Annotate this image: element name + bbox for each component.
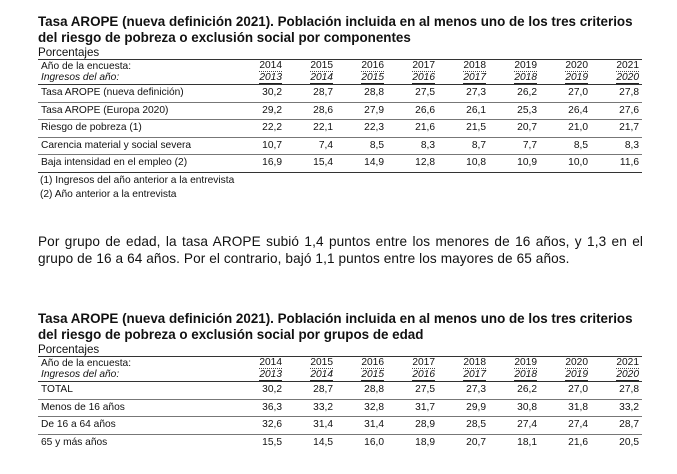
table-cell: 21,5 xyxy=(438,120,489,138)
row-label: Tasa AROPE (nueva definición) xyxy=(41,87,184,98)
header-cell-income-year xyxy=(591,72,642,85)
income-year: 2016 xyxy=(412,369,435,380)
footnote: (2) Año anterior a la entrevista xyxy=(40,188,177,200)
survey-year: 2018 xyxy=(463,60,486,71)
table-cell: 7,4 xyxy=(285,137,336,155)
table-cell: 27,6 xyxy=(591,102,642,120)
table-cell: 25,3 xyxy=(489,102,540,120)
survey-year: 2015 xyxy=(310,357,333,368)
header-cell-survey-year xyxy=(591,60,642,73)
header-cell-income-year xyxy=(591,369,642,382)
header-cell-survey-year xyxy=(540,357,591,370)
table-cell: 16,9 xyxy=(234,155,285,173)
survey-year: 2016 xyxy=(361,357,384,368)
survey-year: 2021 xyxy=(616,357,639,368)
header-cell-survey-year xyxy=(285,60,336,73)
header-cell-survey-year xyxy=(387,60,438,73)
income-year: 2015 xyxy=(361,72,384,83)
table-row xyxy=(38,120,642,138)
table-cell: 21,6 xyxy=(387,120,438,138)
header-cell-survey-year xyxy=(540,60,591,73)
table-cell: 16,0 xyxy=(336,434,387,451)
table-cell: 28,6 xyxy=(285,102,336,120)
income-year: 2019 xyxy=(565,72,588,83)
table-cell: 30,8 xyxy=(489,399,540,417)
header-row-income-year xyxy=(38,72,642,85)
header-cell-income-year xyxy=(438,369,489,382)
table-section-age-groups xyxy=(38,311,643,451)
header-cell-survey-year xyxy=(489,60,540,73)
data-table-components xyxy=(38,59,642,173)
income-year: 2017 xyxy=(463,369,486,380)
table-cell: 30,2 xyxy=(262,87,282,98)
table-section-components xyxy=(38,14,643,202)
table-cell: 31,7 xyxy=(387,399,438,417)
data-table-age-groups xyxy=(38,356,642,451)
body-paragraph: Por grupo de edad, la tasa AROPE subió 1,4 puntos entre los menores de 16 años, y 1,3 en el grupo de 16 a 64 años. Por el contrario, bajó 1,1 puntos entre los mayores de 65 años. xyxy=(38,234,643,266)
row-label: 65 y más años xyxy=(38,434,234,451)
row-label: Baja intensidad en el empleo (2) xyxy=(38,155,234,173)
table-row xyxy=(38,102,642,120)
row-label: Menos de 16 años xyxy=(38,399,234,417)
income-year: 2013 xyxy=(259,72,282,83)
table-cell: 22,2 xyxy=(234,120,285,138)
table-cell: 29,9 xyxy=(438,399,489,417)
table-cell: 27,8 xyxy=(619,87,639,98)
table-cell: 28,7 xyxy=(313,384,333,395)
row-label: De 16 a 64 años xyxy=(38,417,234,435)
table-cell: 12,8 xyxy=(387,155,438,173)
row-label: Carencia material y social severa xyxy=(38,137,234,155)
income-year: 2014 xyxy=(310,369,333,380)
income-year: 2018 xyxy=(514,72,537,83)
survey-year: 2016 xyxy=(361,60,384,71)
table-cell: 10,0 xyxy=(540,155,591,173)
table-cell: 10,9 xyxy=(489,155,540,173)
table-cell: 28,8 xyxy=(364,384,384,395)
header-cell-income-year xyxy=(540,72,591,85)
table-row xyxy=(38,434,642,451)
table-unit: Porcentajes xyxy=(38,343,100,356)
header-cell-income-year xyxy=(438,72,489,85)
table-cell: 15,4 xyxy=(285,155,336,173)
table-row xyxy=(38,137,642,155)
table-cell: 32,8 xyxy=(336,399,387,417)
table-cell: 20,7 xyxy=(438,434,489,451)
table-cell: 8,5 xyxy=(540,137,591,155)
table-cell: 26,2 xyxy=(517,87,537,98)
table-cell: 26,4 xyxy=(540,102,591,120)
header-label-survey-year: Año de la encuesta: xyxy=(41,60,132,72)
header-label-income-year: Ingresos del año: xyxy=(38,369,234,382)
table-cell: 26,1 xyxy=(438,102,489,120)
header-cell-survey-year xyxy=(387,357,438,370)
header-cell-survey-year xyxy=(336,357,387,370)
table-notes xyxy=(38,174,643,202)
table-cell: 27,4 xyxy=(540,417,591,435)
header-cell-income-year xyxy=(234,369,285,382)
header-cell-survey-year xyxy=(489,357,540,370)
income-year: 2015 xyxy=(361,369,384,380)
survey-year: 2014 xyxy=(259,357,282,368)
header-cell-income-year xyxy=(489,369,540,382)
row-label: TOTAL xyxy=(41,384,73,395)
header-cell-income-year xyxy=(336,369,387,382)
header-cell-survey-year xyxy=(234,357,285,370)
survey-year: 2020 xyxy=(565,60,588,71)
survey-year: 2019 xyxy=(514,60,537,71)
table-cell: 10,7 xyxy=(234,137,285,155)
survey-year: 2014 xyxy=(259,60,282,71)
table-cell: 27,0 xyxy=(568,384,588,395)
table-cell: 28,8 xyxy=(364,87,384,98)
table-row xyxy=(38,382,642,400)
table-cell: 8,3 xyxy=(387,137,438,155)
survey-year: 2021 xyxy=(616,60,639,71)
survey-year: 2015 xyxy=(310,60,333,71)
table-cell: 27,4 xyxy=(489,417,540,435)
table-cell: 20,5 xyxy=(591,434,642,451)
income-year: 2017 xyxy=(463,72,486,83)
table-cell: 20,7 xyxy=(489,120,540,138)
table-row xyxy=(38,417,642,435)
table-cell: 28,7 xyxy=(591,417,642,435)
header-row-survey-year xyxy=(38,357,642,370)
table-cell: 22,3 xyxy=(336,120,387,138)
table-row xyxy=(38,155,642,173)
table-cell: 36,3 xyxy=(234,399,285,417)
table-cell: 10,8 xyxy=(438,155,489,173)
header-cell-income-year xyxy=(540,369,591,382)
table-cell: 7,7 xyxy=(489,137,540,155)
table-title: Tasa AROPE (nueva definición 2021). Población incluida en al menos uno de los tres criterios del riesgo de pobreza o exclusión social por componentes xyxy=(38,14,633,45)
table-cell: 8,3 xyxy=(591,137,642,155)
table-cell: 27,9 xyxy=(336,102,387,120)
survey-year: 2017 xyxy=(412,357,435,368)
table-cell: 27,3 xyxy=(466,384,486,395)
header-label-survey-year: Año de la encuesta: xyxy=(41,357,132,369)
table-cell: 18,1 xyxy=(489,434,540,451)
table-cell: 28,9 xyxy=(387,417,438,435)
header-cell-survey-year xyxy=(591,357,642,370)
survey-year: 2017 xyxy=(412,60,435,71)
survey-year: 2019 xyxy=(514,357,537,368)
table-row xyxy=(38,399,642,417)
survey-year: 2020 xyxy=(565,357,588,368)
table-cell: 26,6 xyxy=(387,102,438,120)
header-row-survey-year xyxy=(38,60,642,73)
header-cell-income-year xyxy=(387,72,438,85)
table-cell: 32,6 xyxy=(234,417,285,435)
table-cell: 21,7 xyxy=(591,120,642,138)
survey-year: 2018 xyxy=(463,357,486,368)
table-cell: 29,2 xyxy=(234,102,285,120)
table-cell: 27,3 xyxy=(466,87,486,98)
income-year: 2013 xyxy=(259,369,282,380)
income-year: 2018 xyxy=(514,369,537,380)
table-cell: 11,6 xyxy=(591,155,642,173)
header-cell-income-year xyxy=(489,72,540,85)
header-label-income-year: Ingresos del año: xyxy=(38,72,234,85)
header-cell-income-year xyxy=(234,72,285,85)
row-label: Tasa AROPE (Europa 2020) xyxy=(38,102,234,120)
table-cell: 8,7 xyxy=(438,137,489,155)
table-cell: 8,5 xyxy=(336,137,387,155)
header-cell-survey-year xyxy=(438,60,489,73)
table-cell: 28,5 xyxy=(438,417,489,435)
table-cell: 18,9 xyxy=(387,434,438,451)
table-cell: 27,0 xyxy=(568,87,588,98)
header-cell-income-year xyxy=(285,72,336,85)
income-year: 2014 xyxy=(310,72,333,83)
table-cell: 22,1 xyxy=(285,120,336,138)
table-cell: 30,2 xyxy=(262,384,282,395)
table-cell: 21,6 xyxy=(540,434,591,451)
header-row-income-year xyxy=(38,369,642,382)
table-cell: 28,7 xyxy=(313,87,333,98)
table-title: Tasa AROPE (nueva definición 2021). Población incluida en al menos uno de los tres criterios del riesgo de pobreza o exclusión social por grupos de edad xyxy=(38,311,633,342)
footnote: (1) Ingresos del año anterior a la entrevista xyxy=(40,174,235,186)
table-cell: 27,5 xyxy=(415,384,435,395)
header-cell-survey-year xyxy=(336,60,387,73)
header-cell-survey-year xyxy=(438,357,489,370)
table-cell: 31,8 xyxy=(540,399,591,417)
table-unit: Porcentajes xyxy=(38,46,100,59)
income-year: 2020 xyxy=(616,72,639,83)
table-cell: 33,2 xyxy=(285,399,336,417)
header-cell-survey-year xyxy=(234,60,285,73)
table-cell: 33,2 xyxy=(591,399,642,417)
table-row xyxy=(38,85,642,103)
header-cell-survey-year xyxy=(285,357,336,370)
table-cell: 21,0 xyxy=(540,120,591,138)
table-cell: 31,4 xyxy=(285,417,336,435)
table-cell: 31,4 xyxy=(336,417,387,435)
income-year: 2016 xyxy=(412,72,435,83)
table-cell: 26,2 xyxy=(517,384,537,395)
table-cell: 15,5 xyxy=(234,434,285,451)
header-cell-income-year xyxy=(285,369,336,382)
income-year: 2019 xyxy=(565,369,588,380)
table-cell: 14,9 xyxy=(336,155,387,173)
row-label: Riesgo de pobreza (1) xyxy=(38,120,234,138)
table-cell: 27,8 xyxy=(619,384,639,395)
header-cell-income-year xyxy=(387,369,438,382)
income-year: 2020 xyxy=(616,369,639,380)
header-cell-income-year xyxy=(336,72,387,85)
table-cell: 14,5 xyxy=(285,434,336,451)
table-cell: 27,5 xyxy=(415,87,435,98)
